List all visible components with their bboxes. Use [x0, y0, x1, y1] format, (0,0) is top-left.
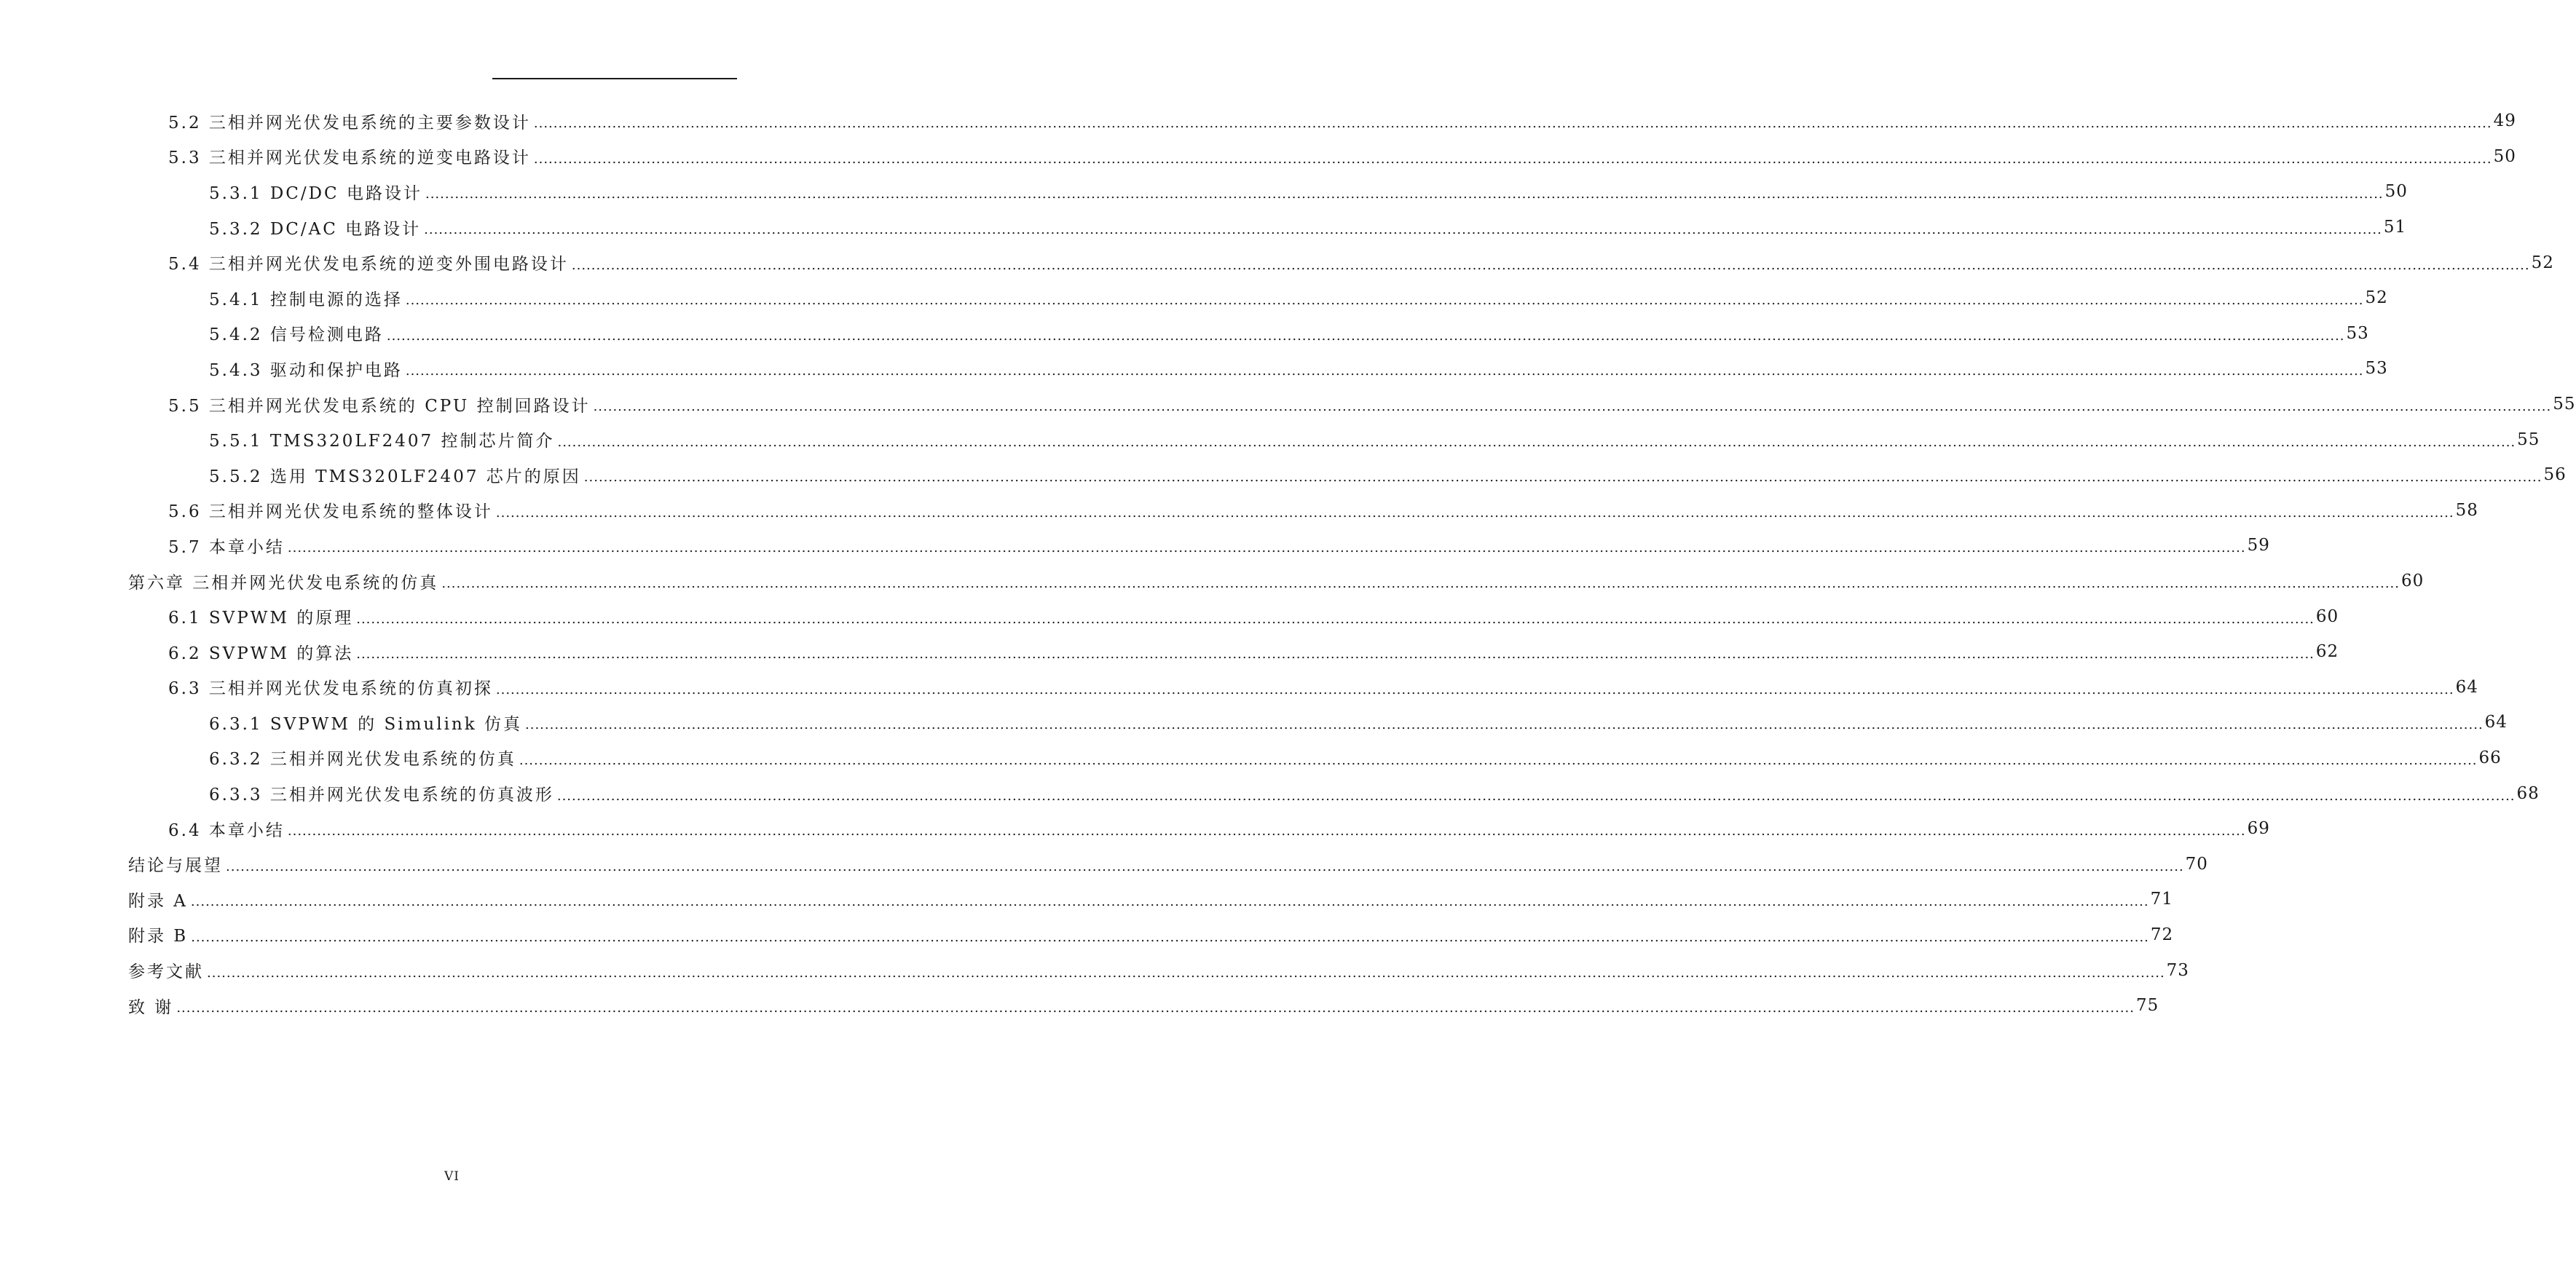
toc-entry[interactable]: [0, 846, 2208, 882]
toc-entry-title: 附录 A: [128, 891, 188, 911]
page-number: VI: [444, 1169, 460, 1184]
toc-dot-leader: ................................................................................................................................................................................................................................................................................................................................................................................................................: [556, 788, 2516, 804]
toc-entry[interactable]: [0, 598, 2339, 634]
toc-entry-title: 致 谢: [128, 997, 174, 1017]
toc-entry-title: 6.4 本章小结: [168, 821, 285, 840]
toc-dot-leader: ................................................................................................................................................................................................................................................................................................................................................................................................................: [593, 399, 2552, 415]
toc-entry-title: 5.5 三相并网光伏发电系统的 CPU 控制回路设计: [168, 396, 591, 416]
toc-entry-page: 58: [2455, 500, 2478, 520]
toc-entry-title: 5.4 三相并网光伏发电系统的逆变外围电路设计: [168, 255, 569, 274]
toc-dot-leader: ................................................................................................................................................................................................................................................................................................................................................................................................................: [424, 222, 2382, 238]
toc-entry-page: 52: [2365, 288, 2388, 308]
toc-entry[interactable]: [0, 634, 2339, 670]
toc-dot-leader: ................................................................................................................................................................................................................................................................................................................................................................................................................: [425, 186, 2384, 202]
toc-dot-leader: ................................................................................................................................................................................................................................................................................................................................................................................................................: [405, 293, 2364, 309]
toc-entry[interactable]: [0, 882, 2173, 917]
toc-entry[interactable]: [0, 493, 2478, 529]
toc-entry[interactable]: [0, 670, 2478, 705]
toc-entry-title: 5.3 三相并网光伏发电系统的逆变电路设计: [168, 149, 531, 168]
toc-entry-title: 6.1 SVPWM 的原理: [168, 609, 354, 628]
toc-dot-leader: ................................................................................................................................................................................................................................................................................................................................................................................................................: [226, 858, 2184, 874]
toc-entry-page: 56: [2543, 465, 2567, 485]
toc-dot-leader: ................................................................................................................................................................................................................................................................................................................................................................................................................: [287, 540, 2246, 556]
toc-entry-page: 69: [2247, 819, 2270, 839]
toc-entry[interactable]: [0, 387, 2576, 422]
header-rule: [492, 78, 737, 79]
toc-dot-leader: ................................................................................................................................................................................................................................................................................................................................................................................................................: [405, 363, 2364, 379]
toc-entry[interactable]: [0, 528, 2270, 564]
toc-entry[interactable]: [0, 740, 2502, 776]
toc-dot-leader: ................................................................................................................................................................................................................................................................................................................................................................................................................: [207, 965, 2165, 981]
toc-dot-leader: ................................................................................................................................................................................................................................................................................................................................................................................................................: [441, 576, 2400, 592]
toc-entry-page: 51: [2383, 218, 2407, 237]
toc-entry-title: 参考文献: [128, 962, 204, 982]
toc-entry-title: 6.3.1 SVPWM 的 Simulink 仿真: [209, 714, 522, 734]
toc-entry-page: 75: [2135, 996, 2159, 1016]
toc-dot-leader: ................................................................................................................................................................................................................................................................................................................................................................................................................: [525, 717, 2484, 733]
toc-entry[interactable]: [0, 245, 2554, 280]
toc-dot-leader: ................................................................................................................................................................................................................................................................................................................................................................................................................: [583, 470, 2542, 486]
toc-entry-page: 64: [2484, 713, 2508, 732]
toc-entry[interactable]: [0, 139, 2516, 175]
toc-entry-page: 59: [2247, 536, 2270, 556]
toc-entry-page: 64: [2455, 677, 2478, 697]
toc-entry-page: 49: [2493, 111, 2516, 131]
toc-dot-leader: ................................................................................................................................................................................................................................................................................................................................................................................................................: [533, 116, 2492, 132]
toc-entry[interactable]: [0, 174, 2408, 210]
toc-entry-page: 62: [2315, 642, 2339, 662]
toc-entry-page: 55: [2517, 430, 2540, 449]
toc-entry-page: 66: [2478, 748, 2502, 767]
toc-entry-title: 5.5.2 选用 TMS320LF2407 芯片的原因: [209, 467, 581, 486]
toc-entry-title: 5.6 三相并网光伏发电系统的整体设计: [168, 502, 493, 522]
toc-entry[interactable]: [0, 811, 2270, 847]
toc-entry[interactable]: [0, 705, 2508, 740]
toc-dot-leader: ................................................................................................................................................................................................................................................................................................................................................................................................................: [190, 894, 2149, 910]
toc-entry[interactable]: [0, 280, 2388, 316]
toc-entry-page: 60: [2315, 606, 2339, 626]
toc-entry-title: 附录 B: [128, 927, 189, 946]
toc-entry-page: 52: [2531, 253, 2554, 272]
toc-entry-page: 71: [2150, 890, 2173, 909]
toc-entry-page: 50: [2493, 146, 2516, 166]
toc-entry[interactable]: [0, 210, 2407, 245]
toc-dot-leader: ................................................................................................................................................................................................................................................................................................................................................................................................................: [386, 328, 2345, 344]
toc-entry-page: 50: [2384, 182, 2408, 202]
toc-dot-leader: ................................................................................................................................................................................................................................................................................................................................................................................................................: [191, 929, 2149, 945]
toc-entry-title: 5.5.1 TMS320LF2407 控制芯片简介: [209, 432, 555, 451]
toc-entry-page: 55: [2553, 395, 2576, 414]
toc-entry[interactable]: [0, 422, 2540, 457]
toc-entry[interactable]: [0, 564, 2425, 599]
toc-entry-page: 72: [2150, 925, 2174, 944]
toc-entry[interactable]: [0, 988, 2159, 1024]
toc-dot-leader: ................................................................................................................................................................................................................................................................................................................................................................................................................: [519, 752, 2478, 768]
toc-entry-title: 6.3.3 三相并网光伏发电系统的仿真波形: [209, 786, 554, 805]
toc-entry-title: 5.4.2 信号检测电路: [209, 325, 384, 345]
toc-entry[interactable]: [0, 952, 2189, 988]
toc-entry-title: 6.3 三相并网光伏发电系统的仿真初探: [168, 679, 493, 699]
toc-dot-leader: ................................................................................................................................................................................................................................................................................................................................................................................................................: [495, 505, 2454, 521]
toc-dot-leader: ................................................................................................................................................................................................................................................................................................................................................................................................................: [557, 434, 2516, 450]
toc-entry-page: 73: [2166, 960, 2189, 980]
toc-entry-page: 53: [2346, 323, 2369, 343]
toc-dot-leader: ................................................................................................................................................................................................................................................................................................................................................................................................................: [356, 611, 2315, 627]
toc-entry-title: 5.3.2 DC/AC 电路设计: [209, 219, 422, 239]
toc-entry[interactable]: [0, 103, 2516, 139]
toc-entry-page: 53: [2365, 359, 2388, 379]
toc-dot-leader: ................................................................................................................................................................................................................................................................................................................................................................................................................: [571, 257, 2530, 273]
toc-entry-page: 60: [2400, 572, 2425, 591]
toc-entry[interactable]: [0, 351, 2388, 387]
toc-entry-title: 6.3.2 三相并网光伏发电系统的仿真: [209, 750, 516, 770]
toc-entry-title: 5.7 本章小结: [168, 537, 285, 557]
toc-entry-title: 结论与展望: [128, 856, 223, 876]
toc-entry-title: 5.4.3 驱动和保护电路: [209, 360, 403, 380]
table-of-contents: [0, 103, 2576, 1023]
toc-dot-leader: ................................................................................................................................................................................................................................................................................................................................................................................................................: [495, 681, 2454, 697]
toc-entry[interactable]: [0, 457, 2567, 493]
toc-dot-leader: ................................................................................................................................................................................................................................................................................................................................................................................................................: [287, 823, 2246, 839]
toc-dot-leader: ................................................................................................................................................................................................................................................................................................................................................................................................................: [533, 151, 2492, 167]
toc-entry-title: 5.4.1 控制电源的选择: [209, 290, 403, 309]
toc-entry[interactable]: [0, 316, 2369, 352]
toc-entry[interactable]: [0, 775, 2540, 811]
toc-entry-title: 6.2 SVPWM 的算法: [168, 644, 354, 663]
toc-entry-title: 第六章 三相并网光伏发电系统的仿真: [128, 573, 439, 593]
toc-entry-title: 5.2 三相并网光伏发电系统的主要参数设计: [168, 113, 531, 133]
toc-entry-page: 68: [2516, 783, 2540, 803]
toc-dot-leader: ................................................................................................................................................................................................................................................................................................................................................................................................................: [356, 647, 2315, 663]
toc-dot-leader: ................................................................................................................................................................................................................................................................................................................................................................................................................: [176, 1000, 2135, 1016]
toc-entry[interactable]: [0, 917, 2174, 953]
toc-entry-page: 70: [2185, 854, 2208, 874]
toc-entry-title: 5.3.1 DC/DC 电路设计: [209, 183, 422, 203]
